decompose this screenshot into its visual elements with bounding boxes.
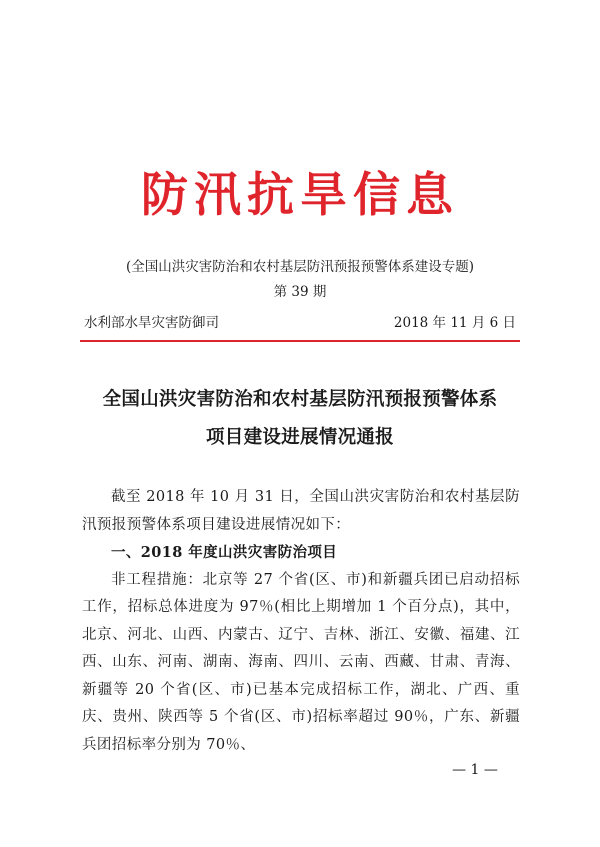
article-body [82,484,520,759]
article-title-line-1: 全国山洪灾害防治和农村基层防汛预报预警体系 [102,389,498,410]
intro-paragraph: 截至 2018 年 10 月 31 日，全国山洪灾害防治和农村基层防汛预报预警体系项目建设进展情况如下： [82,489,520,533]
masthead-subtitle: (全国山洪灾害防治和农村基层防汛预报预警体系建设专题) [125,259,475,275]
header-divider [80,340,520,342]
issue-number: 第 39 期 [273,284,327,300]
section-paragraph: 非工程措施：北京等 27 个省(区、市)和新疆兵团已启动招标工作，招标总体进度为 97％(相比上期增加 1 个百分点)，其中，北京、河北、山西、内蒙古、辽宁、吉林、浙江、安徽、福建、江西、山东、河南、湖南、海南、四川、云南、西藏、甘肃、青海、新疆等 20 个省(区、市)已基本完成招标工作，湖北、广西、重庆、贵州、陕西等 5 个省(区、市)招标率超过 90％，广东、新疆兵团招标率分别为 70％、 [82,571,520,753]
issuing-organization: 水利部水旱灾害防御司 [84,315,219,331]
section-heading: 一、2018 年度山洪灾害防治项目 [111,544,338,561]
article-title-line-2: 项目建设进展情况通报 [205,427,394,448]
masthead-title: 防汛抗旱信息 [141,168,459,223]
article-title [60,381,540,457]
publication-date: 2018 年 11 月 6 日 [393,315,516,331]
page-number: — 1 — [452,762,498,778]
